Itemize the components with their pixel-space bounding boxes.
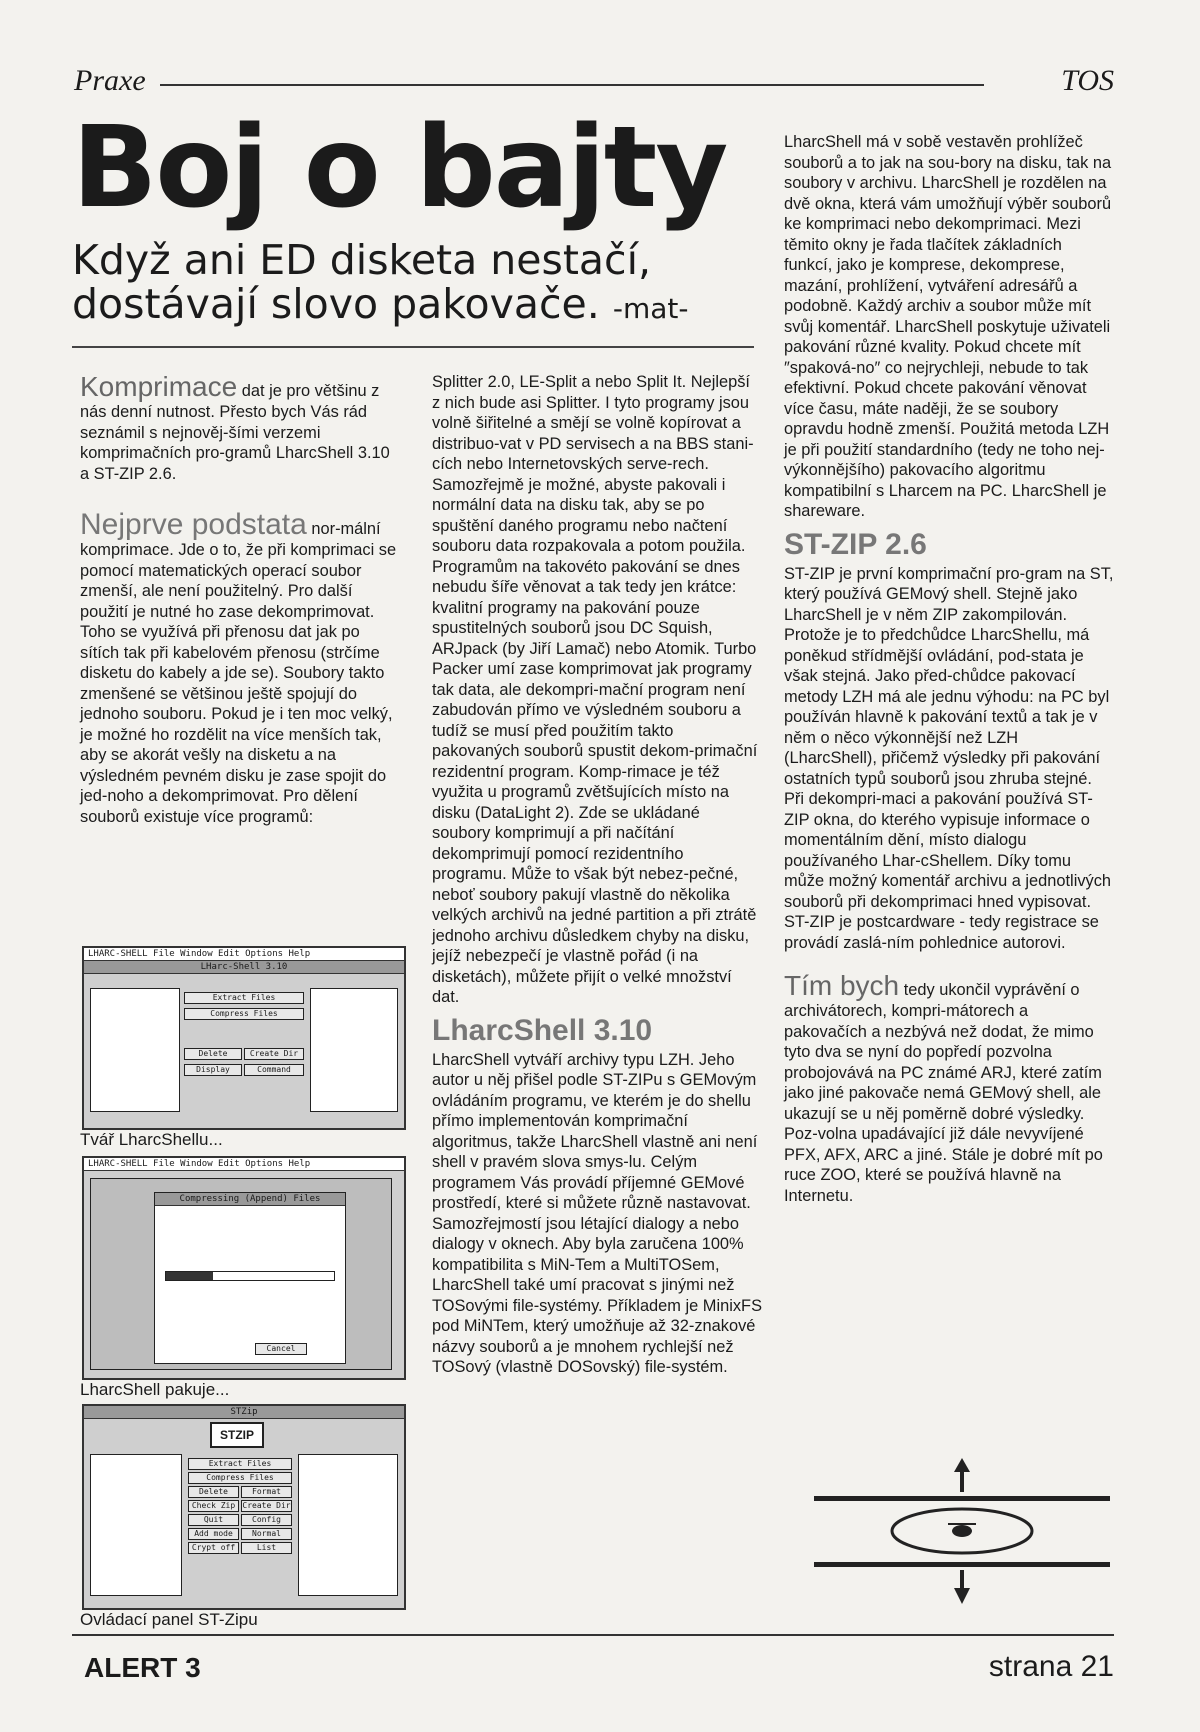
crypt-off-button: Crypt off bbox=[188, 1542, 239, 1554]
heading-lharcshell: LharcShell 3.10 bbox=[432, 1013, 653, 1047]
closing-paragraph bbox=[784, 971, 1114, 1206]
intro-paragraph bbox=[80, 372, 400, 484]
create-dir-button: Create Dir bbox=[242, 1501, 291, 1510]
header-rule bbox=[160, 84, 984, 86]
column-2 bbox=[432, 372, 762, 1378]
heading-stzip: ST-ZIP 2.6 bbox=[784, 527, 927, 561]
screenshot-stzip bbox=[82, 1404, 406, 1610]
end-mark-icon bbox=[814, 1456, 1110, 1606]
delete-button: Delete bbox=[188, 1486, 239, 1498]
lead-word: Tím bych bbox=[784, 970, 900, 1001]
window-title: LHarc-Shell 3.10 bbox=[84, 961, 404, 974]
delete-button: Delete bbox=[184, 1048, 242, 1060]
progress-bar bbox=[165, 1271, 335, 1281]
display-button: Display bbox=[184, 1064, 242, 1076]
article-subtitle bbox=[72, 238, 772, 331]
column-3 bbox=[784, 132, 1114, 1206]
footer-rule bbox=[72, 1634, 1114, 1636]
config-button: Config bbox=[241, 1514, 292, 1526]
stzip-paragraph: ST-ZIP je první komprimační pro-gram na ST, který používá GEMový shell. Stejně jako LharcShell je v něm ZIP zakompilován. Protože je to předchůdce LharcShellu, má poněkud střídmější ovládání, pod-stata je však stejná. Jako před-chůdce pakovací metody LZH má ale jednu výhodu: na PC byl používán hlavně k pakování textů a tak je v něm o něco výkonnější než LZH (LharcShell), přičemž výsledky při pakování ostatních typů souborů jsou zhruba stejné. Při dekompri-maci a pakování používá ST-ZIP okna, do kterého vypisuje informace o momentálním dění, místo dialogu používaného Lhar-cShellem. Díky tomu může možný komentář archivu a jednotlivých souborů při dekomprimaci hned vypisovat. ST-ZIP je postcardware - tedy registrace se provádí zaslá-ním pohlednice autorovi. bbox=[784, 564, 1114, 952]
lead-word: Nejprve podstata bbox=[80, 508, 307, 541]
byline: -mat- bbox=[612, 292, 689, 325]
section-label: Praxe bbox=[74, 64, 146, 97]
add-mode-button: Add mode bbox=[188, 1528, 239, 1540]
menu-bar: LHARC-SHELL File Window Edit Options Help bbox=[84, 948, 404, 961]
file-list-right bbox=[298, 1454, 398, 1596]
subtitle-text: Když ani ED disketa nestačí, dostávají slovo pakovače. bbox=[72, 236, 652, 328]
column-1 bbox=[80, 372, 400, 827]
progress-dialog bbox=[154, 1192, 346, 1364]
progress-fill bbox=[166, 1272, 213, 1280]
file-list-right bbox=[310, 988, 398, 1112]
title-rule bbox=[72, 346, 754, 348]
screenshot-lharcshell bbox=[82, 946, 406, 1130]
caption-lharcshell: Tvář LharcShellu... bbox=[80, 1130, 223, 1149]
cancel-button: Cancel bbox=[255, 1343, 307, 1355]
command-button: Command bbox=[244, 1064, 304, 1076]
stzip-logo: STZIP bbox=[210, 1422, 264, 1448]
check-zip-button: Check Zip bbox=[188, 1500, 239, 1512]
article-title: Boj o bajty bbox=[72, 103, 727, 233]
dialog-title: Compressing (Append) Files bbox=[155, 1193, 345, 1206]
menu-bar: LHARC-SHELL File Window Edit Options Help bbox=[84, 1158, 404, 1171]
basics-paragraph bbox=[80, 510, 400, 827]
closing-text: tedy ukončil vyprávění o archivátorech, kompri-mátorech a pakovačích a nezbývá než dodat, že mimo tyto dva se nyní do popředí pozvolna probojovává na PC známé ARJ, které zatím jako jiné pakovače nemá GEMový shell, ale ukazují se u něj poměrně dobré výsledky. Poz-volna upadávající již dále nevyvíjené PFX, AFX, ARC a jiné. Stále je dobré mít po ruce ZOO, které se používá hlavně na Internetu. bbox=[784, 981, 1103, 1205]
create-dir-button: Create Dir bbox=[244, 1048, 304, 1060]
extract-files-button: Extract Files bbox=[184, 992, 304, 1004]
compress-files-button: Compress Files bbox=[184, 1008, 304, 1020]
file-list-left bbox=[90, 1454, 182, 1596]
caption-packing: LharcShell pakuje... bbox=[80, 1380, 230, 1399]
list-button: List bbox=[241, 1542, 292, 1554]
normal-button: Normal bbox=[241, 1528, 292, 1540]
caption-stzip: Ovládací panel ST-Zipu bbox=[80, 1610, 258, 1629]
compress-files-button: Compress Files bbox=[188, 1472, 292, 1484]
basics-text: nor-mální komprimace. Jde o to, že při komprimaci se pomocí matematických operací soubor zmenší, ale není použitelný. Pro další použití je nutné ho zase dekomprimovat. Toho se využívá při přenosu dat jak po sítích tak při kabelovém přenosu (strčíme disketu do kabely a jde se). Soubory takto zmenšené se většinou ještě spojují do jednoho souboru. Pokud je i ten moc velký, je možné ho rozdělit na více menších tak, aby se akorát vešly na disketu a na výsledném pevném disku je zase spojit do jed-noho a dekomprimovat. Pro dělení souborů existuje více programů: bbox=[80, 520, 397, 826]
screenshot-lharcshell-packing bbox=[82, 1156, 406, 1380]
lharcshell-features-paragraph: LharcShell má v sobě vestavěn prohlížeč souborů a to jak na sou-bory na disku, tak na soubory v archivu. LharcShell je rozdělen na dvě okna, která vám umožňují výběr souborů ke komprimaci nebo dekomprimaci. Mezi těmito okny je řada tlačítek základních funkcí, jako je komprese, dekomprese, mazání, prohlížení, vytváření adresářů a podobně. Každý archiv a soubor může mít svůj komentář. LharcShell poskytuje uživateli pakování různé kvality. Pokud chcete mít ″spaková-no″ co nejrychleji, nebude to tak efektivní. Pokud chcete pakování věnovat více času, máte naději, že se soubory opravdu hodně zmenší. Použitá metoda LZH je při použití standardního (tedy ne toho nej-výkonnějšího) pakovacího algoritmu kompatibilní s Lharcem na PC. LharcShell je shareware. bbox=[784, 133, 1112, 520]
lharcshell-paragraph: LharcShell vytváří archivy typu LZH. Jeho autor u něj přišel podle ST-ZIPu s GEMovým ovládáním programu, ve kterém je do shellu přímo implementován komprimační algoritmus, takže LharcShell vlastně ani není shell v pravém slova smys-lu. Celým programem Vás provádí příjemné GEMové prostředí, které si můžete různě nastavovat. Samozřejmostí jsou létající dialogy a nebo dialogy v oknech. Aby byla zaručena 100% kompatibilita s MiN-Tem a MultiTOSem, LharcShell také umí pracovat s jinými než TOSovými file-systémy. Příkladem je MinixFS pod MiNTem, který umožňuje až 32-znakové názvy souborů a je mnohem rychlejší než TOSový (vlastně DOSovský) file-systém. bbox=[432, 1050, 762, 1376]
file-list-left bbox=[90, 988, 180, 1112]
topic-label: TOS bbox=[1061, 64, 1114, 97]
magazine-name: ALERT 3 bbox=[84, 1652, 201, 1683]
format-button: Format bbox=[241, 1486, 292, 1498]
intro-text: dat je pro většinu z nás denní nutnost. Přesto bych Vás rád seznámil s nejnověj-šími verzemi komprimačních pro-gramů LharcShell 3.10 a ST-ZIP 2.6. bbox=[80, 382, 390, 483]
window-title: STZip bbox=[84, 1406, 404, 1419]
quit-button: Quit bbox=[188, 1514, 239, 1526]
splitter-paragraph: Splitter 2.0, LE-Split a nebo Split It. Nejlepší z nich bude asi Splitter. I tyto programy jsou volně šiřitelné a smějí se volně kopírovat a distribuo-vat v PD servisech a na BBS stani-cích nebo Internetovských serve-rech. Samozřejmě je možné, abyste pakovali i normální data na disku tak, aby se po spuštění daného programu nebo načtení souboru data rozpakovala a potom použila. Programům na takovéto pakování se dnes nebudu šíře věnovat a tak tedy jen krátce: kvalitní programy na pakování pouze spustitelných souborů jsou DC Squish, ARJpack (by Jiří Lamač) nebo Atomik. Turbo Packer umí zase komprimovat jak programy tak data, ale dekompri-mační program není zabudován přímo ve výsledném souboru a tudíž se musí před použitím takto pakovaných souborů spustit dekom-primační rezidentní program. Komp-rimace je též využita u programů zvětšujících místo na disku (DataLight 2). Zde se ukládané soubory komprimují a při načítání dekomprimují pomocí rezidentního programu. Může to však být nebez-pečné, neboť soubory pakují vlastně do několika velkých archivů na jedné partition a při ztrátě jednoho archivu důsledkem chyby na disku, jejíž nebezpečí je vlastně pořád (i na disketách), můžete přijít o velké množství dat. bbox=[432, 373, 758, 1006]
extract-files-button: Extract Files bbox=[188, 1458, 292, 1470]
page-number: strana 21 bbox=[988, 1650, 1114, 1683]
lead-word: Komprimace bbox=[80, 371, 238, 402]
